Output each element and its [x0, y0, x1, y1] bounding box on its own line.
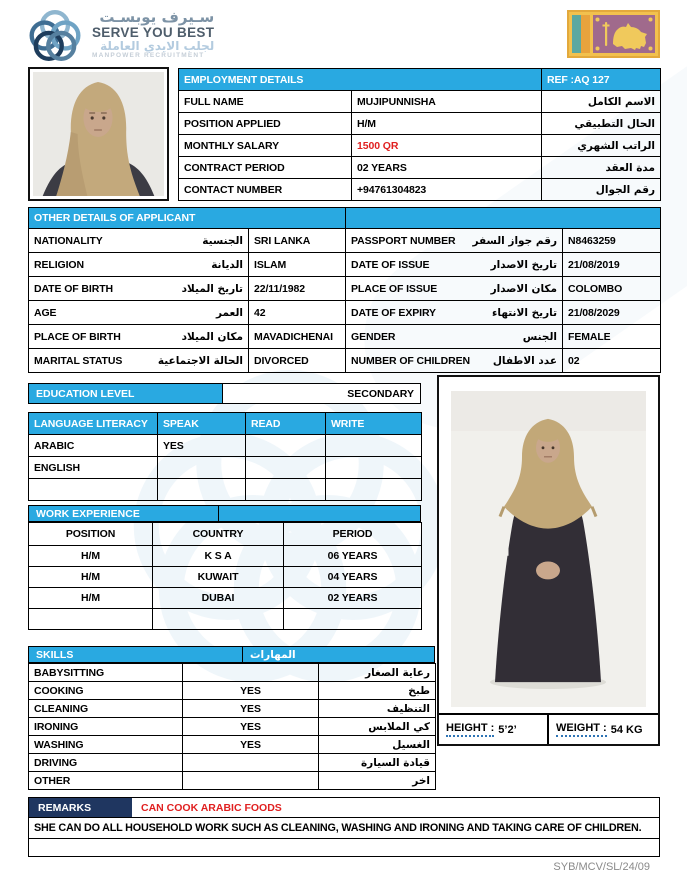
table-row: [29, 413, 422, 435]
value-cell: 02: [563, 349, 661, 373]
work-experience-table: [28, 522, 422, 630]
work-experience-bar: [28, 505, 421, 522]
value-cell: 42: [249, 301, 346, 325]
other-details-table: [28, 207, 661, 373]
speak-cell: [158, 457, 246, 479]
skill-cell: IRONING: [29, 718, 183, 736]
weight-label: WEIGHT :: [556, 722, 607, 737]
table-row: [179, 91, 661, 113]
table-row: [29, 523, 422, 546]
value-cell: YES: [183, 682, 319, 700]
arabic-label-cell: كي الملابس: [319, 718, 436, 736]
label-cell: NUMBER OF CHILDREN عدد الاطفال: [346, 349, 563, 373]
skill-cell: WASHING: [29, 736, 183, 754]
value-cell: [183, 664, 319, 682]
remarks-note: SHE CAN DO ALL HOUSEHOLD WORK SUCH AS CLEANING, WASHING AND IRONING AND TAKING CARE OF CHILDREN.: [29, 818, 659, 839]
table-row: [179, 135, 661, 157]
column-header: POSITION: [29, 523, 153, 546]
document-ref-code: SYB/MCV/SL/24/09: [553, 861, 650, 873]
value-cell: FEMALE: [563, 325, 661, 349]
table-row: [29, 754, 436, 772]
table-row: [29, 253, 661, 277]
value-cell: 22/11/1982: [249, 277, 346, 301]
brand-name-english: SERVE YOU BEST: [92, 24, 215, 40]
arabic-label-cell: اخر: [319, 772, 436, 790]
skill-cell: BABYSITTING: [29, 664, 183, 682]
value-cell: 21/08/2029: [563, 301, 661, 325]
table-row: [29, 718, 436, 736]
label-cell: DATE OF BIRTH تاريخ الميلاد: [29, 277, 249, 301]
brand-knot-icon: [26, 8, 84, 63]
read-cell: [246, 435, 326, 457]
salary-value-cell: 1500 QR: [352, 135, 542, 157]
height-field: [439, 715, 549, 744]
value-cell: MUJIPUNNISHA: [352, 91, 542, 113]
section-title: SKILLS: [29, 647, 243, 662]
column-header: LANGUAGE LITERACY: [29, 413, 158, 435]
language-cell: ENGLISH: [29, 457, 158, 479]
skill-cell: OTHER: [29, 772, 183, 790]
table-row: [29, 208, 661, 229]
section-title: EMPLOYMENT DETAILS: [179, 69, 542, 91]
skill-cell: DRIVING: [29, 754, 183, 772]
section-title: WORK EXPERIENCE: [29, 506, 219, 521]
read-cell: [246, 457, 326, 479]
table-row: [29, 682, 436, 700]
arabic-label-cell: قيادة السيارة: [319, 754, 436, 772]
remarks-title: REMARKS: [29, 798, 132, 817]
write-cell: [326, 457, 422, 479]
section-title-spacer: [219, 506, 420, 521]
section-title: OTHER DETAILS OF APPLICANT: [29, 208, 346, 229]
remarks-highlight: CAN COOK ARABIC FOODS: [141, 801, 282, 814]
label-cell: PASSPORT NUMBER رقم جواز السفر: [346, 229, 563, 253]
table-row: [179, 179, 661, 201]
label-cell: DATE OF EXPIRY تاريخ الانتهاء: [346, 301, 563, 325]
height-label: HEIGHT :: [446, 722, 494, 737]
skill-cell: COOKING: [29, 682, 183, 700]
period-cell: 02 YEARS: [284, 588, 422, 609]
brand-name-arabic: سـيرف يوبسـت: [99, 8, 215, 26]
column-header: WRITE: [326, 413, 422, 435]
empty-cell: [158, 479, 246, 501]
table-row: [29, 567, 422, 588]
value-cell: 21/08/2019: [563, 253, 661, 277]
period-cell: 04 YEARS: [284, 567, 422, 588]
table-row: [29, 772, 436, 790]
table-row: [29, 664, 436, 682]
position-cell: H/M: [29, 546, 153, 567]
empty-cell: [246, 479, 326, 501]
value-cell: YES: [183, 700, 319, 718]
position-cell: H/M: [29, 588, 153, 609]
table-row: [29, 736, 436, 754]
applicant-photo-large: [451, 391, 646, 707]
table-row: [29, 479, 422, 501]
label-cell: PLACE OF BIRTH مكان الميلاد: [29, 325, 249, 349]
value-cell: N8463259: [563, 229, 661, 253]
label-cell: CONTRACT PERIOD: [179, 157, 352, 179]
column-header: COUNTRY: [153, 523, 284, 546]
table-row: [29, 457, 422, 479]
label-cell: MARITAL STATUS الحالة الاجتماعية: [29, 349, 249, 373]
label-cell: NATIONALITY الجنسية: [29, 229, 249, 253]
value-cell: YES: [183, 718, 319, 736]
remarks-box: [28, 797, 660, 857]
empty-cell: [284, 609, 422, 630]
brand-header: [26, 8, 214, 63]
sri-lanka-flag: [567, 10, 660, 58]
country-cell: K S A: [153, 546, 284, 567]
remarks-empty-row: [29, 839, 659, 856]
empty-cell: [29, 609, 153, 630]
arabic-label-cell: التنظيف: [319, 700, 436, 718]
value-cell: H/M: [352, 113, 542, 135]
applicant-photo-small: [28, 67, 169, 201]
arabic-label-cell: الاسم الكامل: [542, 91, 661, 113]
label-cell: AGE العمر: [29, 301, 249, 325]
section-title-arabic: المهارات: [243, 647, 434, 662]
table-row: [29, 325, 661, 349]
weight-field: [549, 715, 658, 744]
column-header: SPEAK: [158, 413, 246, 435]
empty-cell: [29, 479, 158, 501]
table-row: [29, 229, 661, 253]
label-cell: FULL NAME: [179, 91, 352, 113]
label-cell: CONTACT NUMBER: [179, 179, 352, 201]
ref-number: REF :AQ 127: [542, 69, 661, 91]
employment-table: [178, 68, 661, 201]
value-cell: COLOMBO: [563, 277, 661, 301]
value-cell: [183, 772, 319, 790]
table-row: [29, 609, 422, 630]
column-header: READ: [246, 413, 326, 435]
section-title: EDUCATION LEVEL: [29, 384, 223, 403]
value-cell: SRI LANKA: [249, 229, 346, 253]
label-cell: PLACE OF ISSUE مكان الاصدار: [346, 277, 563, 301]
remarks-header-row: [29, 798, 659, 818]
label-cell: GENDER الجنس: [346, 325, 563, 349]
arabic-label-cell: رقم الجوال: [542, 179, 661, 201]
label-cell: DATE OF ISSUE تاريخ الاصدار: [346, 253, 563, 277]
weight-value: 54 KG: [610, 723, 643, 736]
brand-tagline-arabic: لجلب الايدي العاملة: [100, 38, 215, 53]
country-cell: DUBAI: [153, 588, 284, 609]
period-cell: 06 YEARS: [284, 546, 422, 567]
write-cell: [326, 435, 422, 457]
value-cell: MAVADICHENAI: [249, 325, 346, 349]
brand-tagline-english: MANPOWER RECRUITMENT: [92, 51, 205, 59]
table-row: [179, 113, 661, 135]
value-cell: YES: [183, 736, 319, 754]
table-row: [179, 157, 661, 179]
table-row: [29, 349, 661, 373]
table-row: [29, 301, 661, 325]
skills-table: [28, 663, 436, 790]
height-weight-row: [439, 713, 658, 744]
label-cell: POSITION APPLIED: [179, 113, 352, 135]
skills-bar: [28, 646, 435, 663]
education-level-bar: [28, 383, 421, 404]
value-cell: [183, 754, 319, 772]
skill-cell: CLEANING: [29, 700, 183, 718]
arabic-label-cell: الراتب الشهري: [542, 135, 661, 157]
arabic-label-cell: رعاية الصغار: [319, 664, 436, 682]
table-row: [29, 588, 422, 609]
column-header: PERIOD: [284, 523, 422, 546]
value-cell: ISLAM: [249, 253, 346, 277]
speak-cell: YES: [158, 435, 246, 457]
label-cell: MONTHLY SALARY: [179, 135, 352, 157]
table-row: [29, 546, 422, 567]
arabic-label-cell: الحال التطبيقي: [542, 113, 661, 135]
education-value: SECONDARY: [347, 387, 414, 400]
height-value: 5’2’: [498, 723, 517, 736]
arabic-label-cell: مدة العقد: [542, 157, 661, 179]
value-cell: DIVORCED: [249, 349, 346, 373]
language-cell: ARABIC: [29, 435, 158, 457]
label-cell: RELIGION الديانة: [29, 253, 249, 277]
table-row: [29, 700, 436, 718]
section-title-spacer: [346, 208, 661, 229]
arabic-label-cell: طبخ: [319, 682, 436, 700]
value-cell: +94761304823: [352, 179, 542, 201]
table-row: [29, 277, 661, 301]
country-cell: KUWAIT: [153, 567, 284, 588]
value-cell: 02 YEARS: [352, 157, 542, 179]
position-cell: H/M: [29, 567, 153, 588]
language-literacy-table: [28, 412, 422, 501]
applicant-photo-large-frame: [437, 375, 660, 746]
table-row: [179, 69, 661, 91]
empty-cell: [153, 609, 284, 630]
arabic-label-cell: الغسيل: [319, 736, 436, 754]
table-row: [29, 435, 422, 457]
empty-cell: [326, 479, 422, 501]
